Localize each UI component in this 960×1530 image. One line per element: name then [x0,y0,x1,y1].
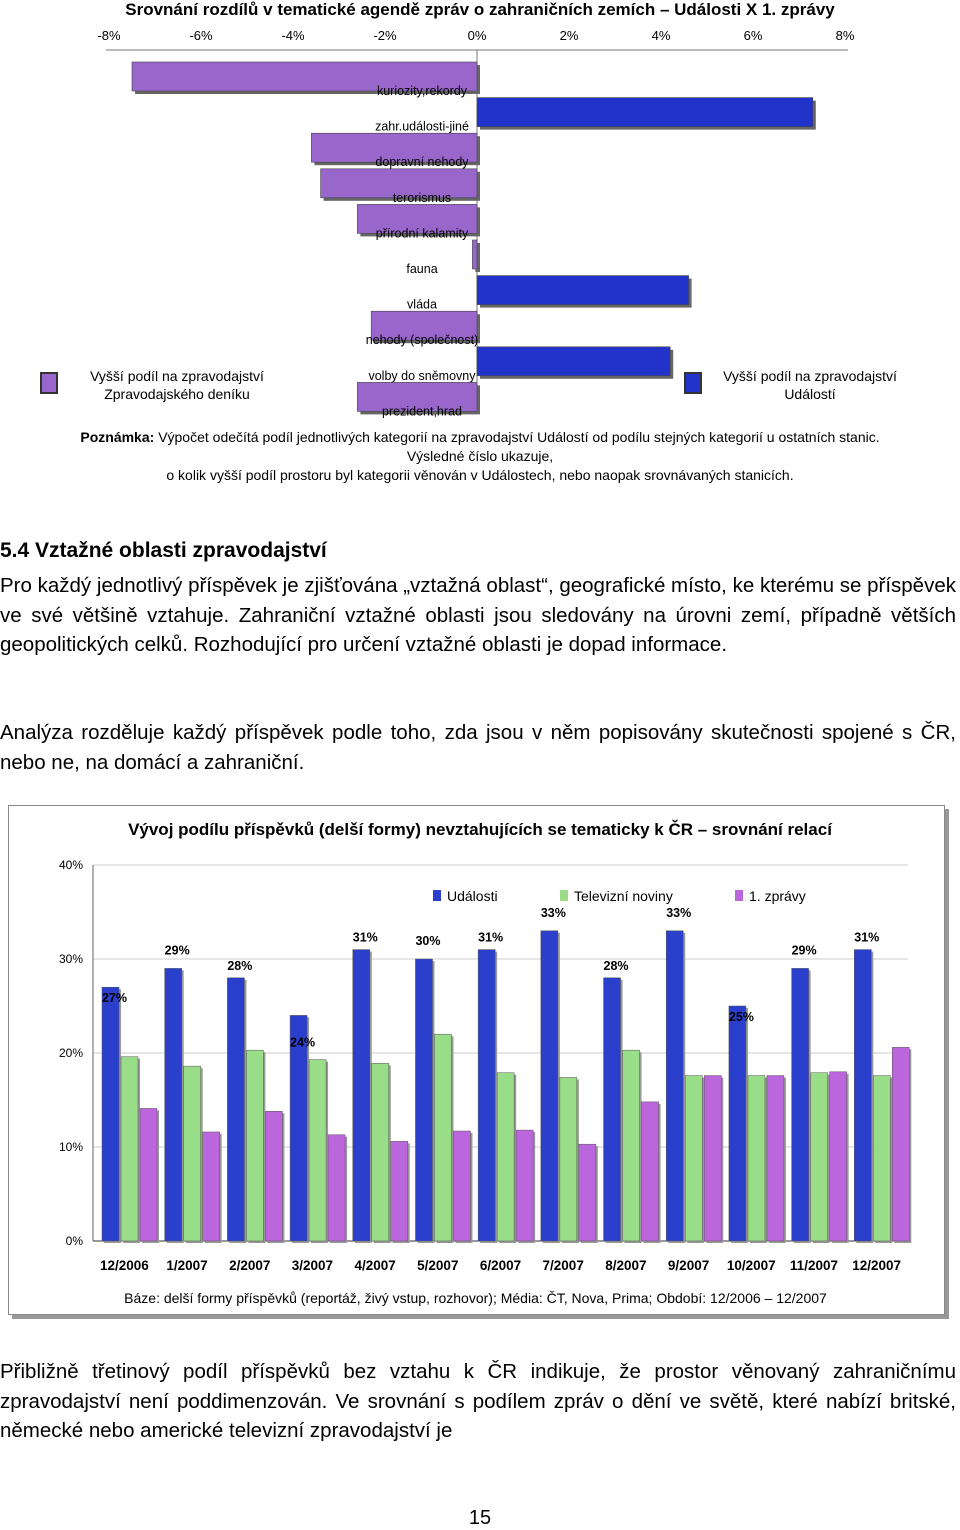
bar-category-label: terorismus [392,190,452,205]
bar [623,1050,640,1241]
data-label: 28% [227,958,253,973]
legend-swatch [735,890,743,901]
bar-category-label: kuriozity,rekordy [376,84,468,98]
data-label: 25% [728,1010,754,1024]
data-label: 33% [540,905,566,920]
bar [372,1063,389,1241]
bar [748,1076,765,1241]
data-label: 29% [164,943,190,958]
x-tick-label: 10/2007 [726,1258,776,1273]
bar [391,1141,408,1241]
bar [477,347,670,376]
legend-label: Televizní noviny [574,888,673,904]
bar [309,1060,326,1241]
x-tick-label: 5/2007 [417,1258,459,1273]
data-label: 24% [290,1035,316,1050]
chart2-base-note: Báze: delší formy příspěvků (reportáž, živý vstup, rozhovor); Média: ČT, Nova, Prima; Období: 12/2006 – 12/2007 [124,1290,827,1306]
bar [604,978,621,1241]
bar [203,1132,220,1241]
bar [415,959,432,1241]
bar [854,950,871,1241]
x-tick-label: -2% [373,28,397,43]
bar [353,950,370,1241]
chart2-title: Vývoj podílu příspěvků (delší formy) nevztahujících se tematicky k ČR – srovnání relací [128,820,832,839]
bar [102,987,119,1241]
bar [560,1077,577,1241]
bar [830,1072,847,1241]
bar [579,1144,596,1241]
x-tick-label: 3/2007 [291,1258,334,1273]
x-tick-label: 1/2007 [166,1258,208,1273]
legend-right-label: Vyšší podíl na zpravodajství Událostí [723,368,897,402]
bar-category-label: fauna [406,262,438,276]
bar [497,1073,514,1241]
bar [666,931,683,1241]
bar [729,1006,746,1241]
data-label: 31% [854,930,880,945]
y-tick-label: 40% [58,858,83,872]
bar [121,1057,138,1241]
bar [541,931,558,1241]
y-tick-label: 10% [58,1140,83,1154]
bar [328,1135,345,1241]
note-line-1: Poznámka: Výpočet odečítá podíl jednotlivých kategorií na zpravodajství Událostí od podílu stejných kategorií u ostatních stanic. [80,429,880,445]
x-tick-label: 4% [651,28,671,43]
bar [227,978,244,1241]
x-tick-label: 8% [835,28,855,43]
bar [685,1076,702,1241]
x-tick-label: -8% [97,28,121,43]
bar-category-label: dopravní nehody [375,155,469,170]
note-line-2: Výsledné číslo ukazuje, [406,448,554,464]
bar [265,1111,282,1241]
bar [165,968,182,1241]
diverging-bar-chart [0,20,960,420]
bar [811,1073,828,1241]
legend-left-label: Vyšší podíl na zpravodajství Zpravodajského deníku [90,368,264,402]
bar [704,1076,721,1241]
y-tick-label: 0% [65,1234,83,1248]
data-label: 29% [791,943,817,958]
legend-label: Události [447,888,498,904]
data-label: 28% [603,958,629,973]
section-paragraph-2: Analýza rozděluje každý příspěvek podle toho, zda jsou v něm popisovány skutečnosti spojené s ČR, nebo ne, na domácí a zahraniční. [0,721,956,774]
x-tick-label: 6/2007 [479,1258,522,1273]
section-heading: 5.4 Vztažné oblasti zpravodajství [0,539,327,562]
bar [140,1108,157,1241]
closing-paragraph: Přibližně třetinový podíl příspěvků bez vztahu k ČR indikuje, že prostor věnovaný zahraničnímu zpravodajství není poddimenzován. Ve srovnání s podílem zpráv o dění ve světě, které nabízí britské, německé nebo americké televizní zpravodajství je [0,1360,956,1442]
x-tick-label: -6% [189,28,213,43]
bar [246,1050,263,1241]
data-label: 27% [101,991,128,1006]
bar [792,968,809,1241]
bar [477,98,813,127]
bar [767,1076,784,1241]
bar [642,1102,659,1241]
page-number: 15 [468,1507,492,1529]
x-tick-label: 6% [743,28,763,43]
y-tick-label: 30% [58,952,83,966]
x-tick-label: 9/2007 [667,1258,710,1273]
x-tick-label: 12/2006 [99,1258,149,1273]
data-label: 30% [415,934,441,948]
bar [453,1131,470,1241]
bar [516,1130,533,1241]
x-tick-label: -4% [281,28,305,43]
bar-category-label: přírodní kalamity [375,226,469,241]
bar-category-label: vláda [407,297,437,312]
x-tick-label: 11/2007 [789,1258,838,1273]
legend-label: 1. zprávy [749,888,806,904]
bar-category-label: zahr.události-jiné [375,119,469,134]
section-paragraph-1: Pro každý jednotlivý příspěvek je zjišťována „vztažná oblast“, geografické místo, ke kterému se příspěvek ve své většině vztahuje. Zahraniční vztažné oblasti jsou sledovány na úrovni zemí, případně větších geopolitických celků. Rozhodující pro určení vztažné oblasti je dopad informace. [0,574,956,656]
data-label: 33% [666,905,692,920]
x-tick-label: 8/2007 [605,1258,647,1273]
x-tick-label: 12/2007 [852,1258,902,1273]
y-tick-label: 20% [58,1046,83,1060]
x-tick-label: 2% [559,28,579,43]
x-tick-label: 7/2007 [542,1258,584,1273]
chart1-title: Srovnání rozdílů v tematické agendě zpráv o zahraničních zemích – Události X 1. zprávy [125,0,835,19]
data-label: 31% [352,930,378,945]
data-label: 31% [478,930,504,945]
x-tick-label: 2/2007 [229,1258,271,1273]
legend-swatch [560,890,568,901]
bar [472,240,477,269]
bar-category-label: volby do sněmovny [368,368,476,383]
legend-swatch [433,890,441,901]
legend-left-swatch [40,372,58,394]
bar-category-label: nehody (společnost) [365,333,479,348]
x-tick-label: 0% [467,28,487,43]
monthly-bar-chart [8,805,943,1313]
bar [434,1034,451,1241]
bar [478,950,495,1241]
note-line-3: o kolik vyšší podíl prostoru byl kategorii věnován v Událostech, nebo naopak srovnávaných stanicích. [166,467,794,483]
bar [184,1066,201,1241]
bar-category-label: prezident,hrad [382,404,462,419]
bar [892,1047,909,1241]
x-tick-label: 4/2007 [354,1258,396,1273]
bar [477,276,689,305]
bar [873,1076,890,1241]
